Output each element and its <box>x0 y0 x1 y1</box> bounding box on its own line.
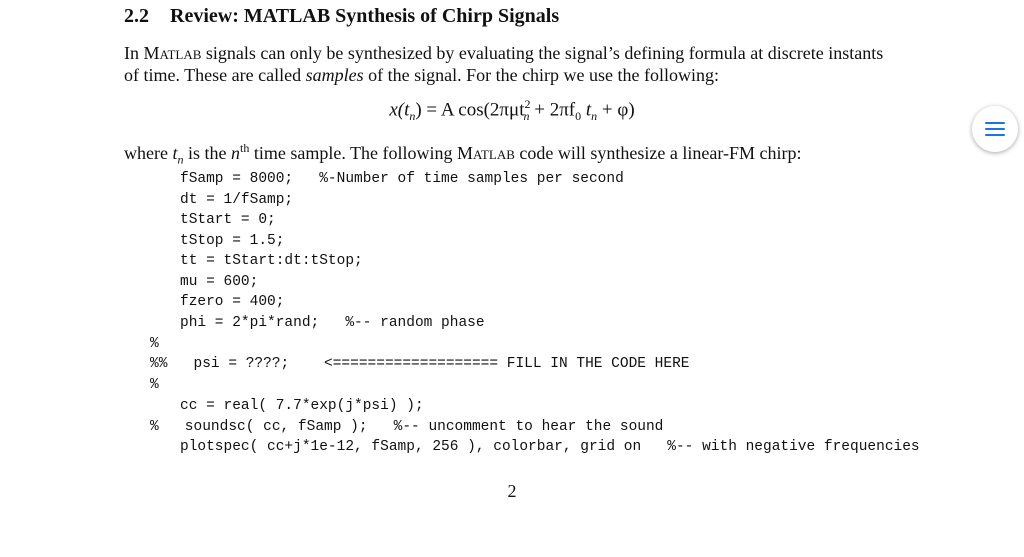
samples-term: samples <box>305 65 364 85</box>
code-line: fzero = 400; <box>180 294 285 310</box>
matlab-name-2: Matlab <box>456 143 515 163</box>
code-line: %% psi = ????; <=================== FILL IN THE CODE HERE <box>150 356 690 372</box>
hamburger-menu-icon <box>985 122 1005 136</box>
code-line: tStart = 0; <box>180 212 276 228</box>
code-line: tStop = 1.5; <box>180 233 285 249</box>
code-line: mu = 600; <box>180 274 259 290</box>
code-line: tt = tStart:dt:tStop; <box>180 253 363 269</box>
code-line: cc = real( 7.7*exp(j*psi) ); <box>180 398 424 414</box>
code-line: dt = 1/fSamp; <box>180 192 294 208</box>
code-line: fSamp = 8000; %-Number of time samples per second <box>180 171 624 187</box>
code-intro-paragraph: where $t_n$ is the $n^{th}$ time sample. The following Matlab code will synthesize a linear-FM chirp: <box>124 141 802 167</box>
section-heading <box>124 5 559 28</box>
code-line: % <box>150 336 159 352</box>
section-number: 2.2 <box>124 5 149 27</box>
chirp-equation: $x(t_n) = A$ $\cos(2\pi\mu t^2_n + 2\pi f_0$ $t_n + \varphi$) <box>389 97 635 124</box>
intro-line-2: of time. These are called samples of the signal. For the chirp we use the following: <box>124 65 720 85</box>
code-line: phi = 2*pi*rand; %-- random phase <box>180 315 485 331</box>
menu-button[interactable] <box>972 106 1018 152</box>
code-line: % soundsc( cc, fSamp ); %-- uncomment to hear the sound <box>150 419 664 435</box>
matlab-name: Matlab <box>143 43 202 63</box>
section-title: Review: MATLAB Synthesis of Chirp Signals <box>170 5 560 27</box>
code-line: plotspec( cc+j*1e-12, fSamp, 256 ), colorbar, grid on %-- with negative frequencies <box>180 439 920 455</box>
page-number: 2 <box>507 481 517 501</box>
intro-line-1: In Matlab signals can only be synthesized by evaluating the signal’s defining formula at discrete instants <box>124 43 884 63</box>
intro-paragraph <box>124 42 883 86</box>
code-line: % <box>150 377 159 393</box>
